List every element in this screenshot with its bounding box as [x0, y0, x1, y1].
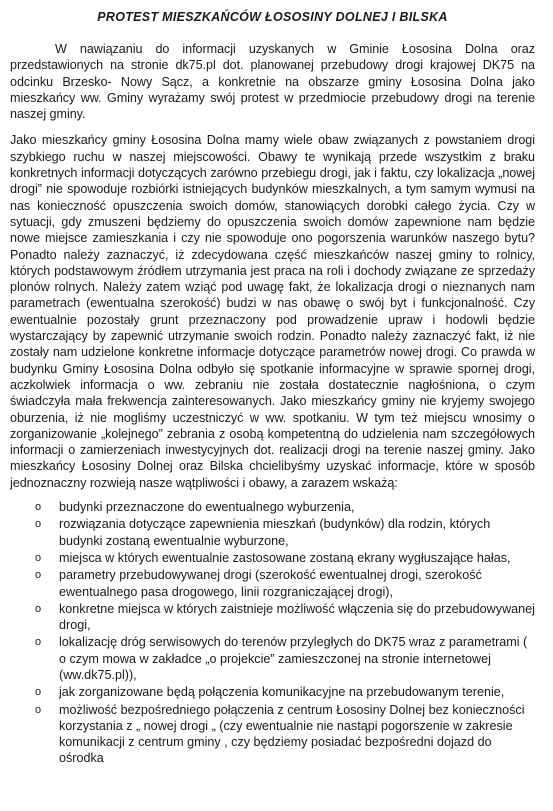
- list-item-text: rozwiązania dotyczące zapewnienia mieszkań (budynków) dla rodzin, których budynki zostaną ewentualnie wyburzone,: [59, 517, 491, 548]
- list-item: [35, 601, 535, 634]
- bullet-marker: o: [35, 703, 42, 716]
- list-item-text: możliwość bezpośredniego połączenia z centrum Łososiny Dolnej bez konieczności korzystania z „ nowej drogi „ (czy ewentualnie nie nastąpi pogorszenie w zakresie komunikacji z centrum gminy , czy będziemy posiadać bezpośredni dojazd do ośrodka: [59, 702, 525, 766]
- bullet-list: [10, 499, 535, 767]
- list-item-text: konkretne miejsca w których zaistnieje możliwość włączenia się do przebudowywanej drogi,: [59, 601, 535, 633]
- document-title: PROTEST MIESZKAŃCÓW ŁOSOSINY DOLNEJ I BILSKA: [97, 10, 448, 24]
- list-item-text: budynki przeznaczone do ewentualnego wyburzenia,: [59, 500, 355, 515]
- list-item: [35, 634, 535, 683]
- bullet-marker: o: [35, 686, 42, 699]
- list-item-text: miejsca w których ewentualnie zastosowane zostaną ekrany wygłuszające hałas,: [59, 550, 511, 565]
- list-item-text: parametry przebudowywanej drogi (szerokość ewentualnej drogi, szerokość ewentualnego pasa drogowego, linii rozgraniczającej drogi),: [59, 568, 482, 599]
- main-paragraph: Jako mieszkańcy gminy Łososina Dolna mamy wiele obaw związanych z powstaniem drogi szybkiego ruchu w naszej miejscowości. Obawy te wynikają przede wszystkim z braku konkretnych informacji dotyczących zarówno przebiegu drogi, jak i faktu, czy lokalizacja „nowej drogi” nie spowoduje rozbiórki istniejących budynków mieszkalnych, a tym samym wymusi na nas konieczność opuszczenia swoich domów, stanowiących dorobki całego życia. Czy w sytuacji, gdy zmuszeni będziemy do opuszczenia swoich domów zapewnione nam będzie nowe miejsce zamieszkania i czy nie spowoduje ono pogorszenia warunków naszego bytu? Ponadto należy zaznaczyć, iż zdecydowana część mieszkańców naszej gminy to rolnicy, których podstawowym źródłem utrzymania jest praca na roli i dochody związane ze sprzedaży plonów rolnych. Należy zatem wziąć pod uwagę fakt, że lokalizacja drogi o nieznanych nam parametrach (ewentualna szerokość) budzi w nas obawę o swój byt i funkcjonalność. Czy ewentualnie pozostały grunt przeznaczony pod prowadzenie upraw i hodowli będzie wystarczający by zapewnić utrzymanie swoich rodzin. Ponadto należy zaznaczyć fakt, iż nie zostały nam udzielone konkretne informacje dotyczące parametrów nowej drogi. Co prawda w budynku Gminy Łososina Dolna odbyło się spotkanie informacyjne w sprawie spornej drogi, aczkolwiek informacja o ww. zebraniu nie została dostatecznie nagłośniona, o czym świadczyła mała frekwencja zainteresowanych. Jako mieszkańcy gminy nie kryjemy swojego oburzenia, iż nie mogliśmy uczestniczyć w ww. spotkaniu. W tym też miejscu wnosimy o zorganizowanie „kolejnego” zebrania z osobą kompetentną do udzielenia nam szczegółowych informacji o zamierzeniach inwestycyjnych dot. realizacji drogi na terenie naszej gminy. Jako mieszkańcy Łososiny Dolnej oraz Bilska chcielibyśmy uzyskać informacje, które w sposób jednoznaczny rozwieją nasze wątpliwości i obawy, a zarazem wskażą:: [10, 133, 535, 490]
- intro-paragraph: W nawiązaniu do informacji uzyskanych w Gminie Łososina Dolna oraz przedstawionych na stronie dk75.pl dot. planowanej przebudowy drogi krajowej DK75 na odcinku Brzesko- Nowy Sącz, a konkretnie na obszarze gminy Łososina Dolna jako mieszkańcy ww. Gminy wyrażamy swój protest w przedmiocie przebudowy drogi na terenie naszej gminy.: [10, 42, 535, 122]
- bullet-marker: o: [35, 501, 42, 514]
- bullet-marker: o: [35, 636, 42, 649]
- list-item: [35, 684, 535, 700]
- list-item: [35, 516, 535, 549]
- list-item: [35, 702, 535, 767]
- list-item-text: jak zorganizowane będą połączenia komunikacyjne na przebudowanym terenie,: [59, 685, 505, 700]
- bullet-marker: o: [35, 518, 42, 531]
- bullet-marker: o: [35, 551, 42, 564]
- bullet-marker: o: [35, 602, 42, 615]
- list-item: [35, 499, 535, 515]
- list-item: [35, 550, 535, 566]
- bullet-marker: o: [35, 569, 42, 582]
- list-item-text: lokalizację dróg serwisowych do terenów przyległych do DK75 wraz z parametrami ( o czym mowa w zakładce „o projekcie” zamieszczonej na stronie internetowej (ww.dk75.pl)),: [59, 635, 528, 682]
- list-item: [35, 567, 535, 600]
